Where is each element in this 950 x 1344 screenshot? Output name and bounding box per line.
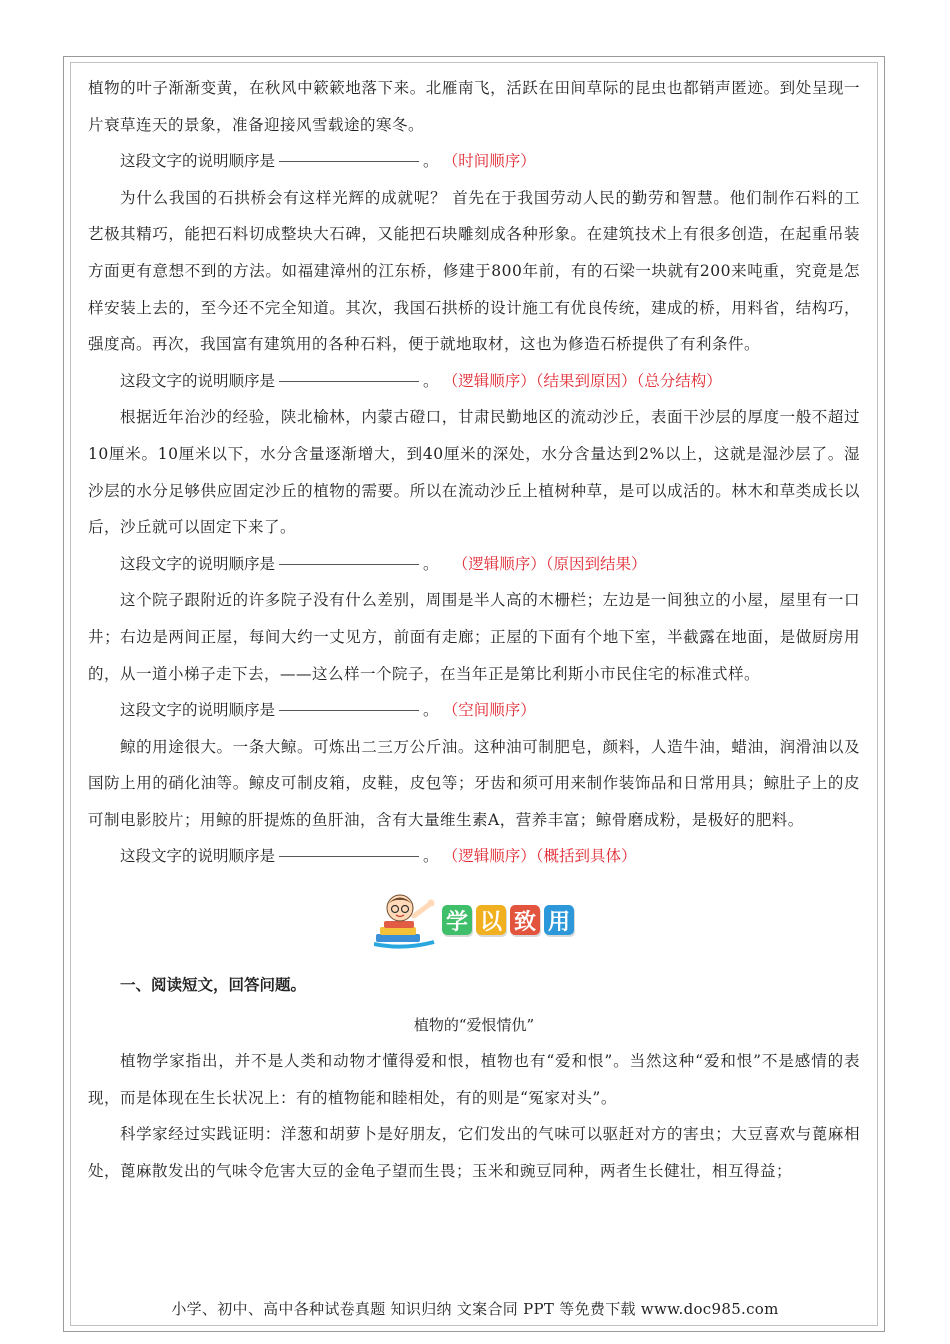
question-prompt: 这段文字的说明顺序是 xyxy=(120,152,276,171)
question-3 xyxy=(88,546,860,583)
question-period: 。 xyxy=(423,152,439,171)
question-period: 。 xyxy=(423,371,439,390)
answer-blank xyxy=(279,563,419,565)
question-5 xyxy=(88,838,860,875)
paragraph-courtyard: 这个院子跟附近的许多院子没有什么差别，周围是半人高的木栅栏；左边是一间独立的小屋，屋里有一口井；右边是两间正屋，每间大约一丈见方，前面有走廊；正屋的下面有个地下室，半截露在地面，是做厨房用的，从一道小梯子走下去，——这么样一个院子，在当年正是第比利斯小市民住宅的标准式样。 xyxy=(88,591,860,683)
paragraph-whale: 鲸的用途很大。一条大鲸。可炼出二三万公斤油。这种油可制肥皂，颜料，人造牛油，蜡油，润滑油以及国防上用的硝化油等。鲸皮可制皮箱，皮鞋，皮包等；牙齿和须可用来制作装饰品和日常用具；鲸肚子上的皮可制电影胶片；用鲸的肝提炼的鱼肝油，含有大量维生素A，营养丰富；鲸骨磨成粉，是极好的肥料。 xyxy=(88,737,860,829)
question-prompt: 这段文字的说明顺序是 xyxy=(120,371,276,390)
answer-4: （空间顺序） xyxy=(450,701,536,720)
question-2 xyxy=(88,363,860,400)
question-period: 。 xyxy=(423,701,439,720)
question-4 xyxy=(88,692,860,729)
banner-char-2: 以 xyxy=(476,905,506,935)
article-title: 植物的“爱恨情仇” xyxy=(413,1016,535,1035)
question-period: 。 xyxy=(423,847,439,866)
answer-blank xyxy=(279,160,419,162)
answer-blank xyxy=(279,855,419,857)
answer-blank xyxy=(279,380,419,382)
question-prompt: 这段文字的说明顺序是 xyxy=(120,847,276,866)
banner-char-4: 用 xyxy=(544,905,574,935)
page-footer: 小学、初中、高中各种试卷真题 知识归纳 文案合同 PPT 等免费下载 www.doc985.com xyxy=(171,1300,779,1318)
article-paragraph-1: 植物学家指出，并不是人类和动物才懂得爱和恨，植物也有“爱和恨”。当然这种“爱和恨”不是感情的表现，而是体现在生长状况上：有的植物能和睦相处，有的则是“冤家对头”。 xyxy=(88,1052,860,1107)
banner-char-1: 学 xyxy=(442,905,472,935)
answer-blank xyxy=(279,709,419,711)
study-banner xyxy=(88,885,860,955)
document-body xyxy=(88,70,860,1189)
student-mascot-icon xyxy=(374,890,438,950)
question-1 xyxy=(88,143,860,180)
banner-char-3: 致 xyxy=(510,905,540,935)
article-paragraph-2: 科学家经过实践证明：洋葱和胡萝卜是好朋友，它们发出的气味可以驱赶对方的害虫；大豆喜欢与蓖麻相处，蓖麻散发出的气味令危害大豆的金龟子望而生畏；玉米和豌豆同种，两者生长健壮，相互得益； xyxy=(88,1125,860,1180)
paragraph-autumn: 植物的叶子渐渐变黄，在秋风中簌簌地落下来。北雁南飞，活跃在田间草际的昆虫也都销声匿迹。到处呈现一片衰草连天的景象，准备迎接风雪载途的寒冬。 xyxy=(88,79,860,134)
paragraph-sand-dunes: 根据近年治沙的经验，陕北榆林，内蒙古磴口，甘肃民勤地区的流动沙丘，表面干沙层的厚度一般不超过10厘米。10厘米以下，水分含量逐渐增大，到40厘米的深处，水分含量达到2%以上，这就是湿沙层了。湿沙层的水分足够供应固定沙丘的植物的需要。所以在流动沙丘上植树种草，是可以成活的。林木和草类成长以后，沙丘就可以固定下来了。 xyxy=(88,408,860,537)
answer-1: （时间顺序） xyxy=(450,152,536,171)
question-prompt: 这段文字的说明顺序是 xyxy=(120,554,276,573)
section-title: 一、阅读短文，回答问题。 xyxy=(120,976,307,995)
answer-5: （逻辑顺序）（概括到具体） xyxy=(450,847,637,866)
answer-3: （逻辑顺序）（原因到结果） xyxy=(460,554,647,573)
question-prompt: 这段文字的说明顺序是 xyxy=(120,701,276,720)
paragraph-stone-bridge: 为什么我国的石拱桥会有这样光辉的成就呢？ 首先在于我国劳动人民的勤劳和智慧。他们制作石料的工艺极其精巧，能把石料切成整块大石碑，又能把石块雕刻成各种形象。在建筑技术上有很多创造，在起重吊装方面更有意想不到的方法。如福建漳州的江东桥，修建于800年前，有的石梁一块就有200来吨重，究竟是怎样安装上去的，至今还不完全知道。其次，我国石拱桥的设计施工有优良传统，建成的桥，用料省，结构巧，强度高。再次，我国富有建筑用的各种石料，便于就地取材，这也为修造石桥提供了有利条件。 xyxy=(88,188,860,354)
question-period: 。 xyxy=(423,554,439,573)
answer-2: （逻辑顺序）（结果到原因）（总分结构） xyxy=(450,371,722,390)
